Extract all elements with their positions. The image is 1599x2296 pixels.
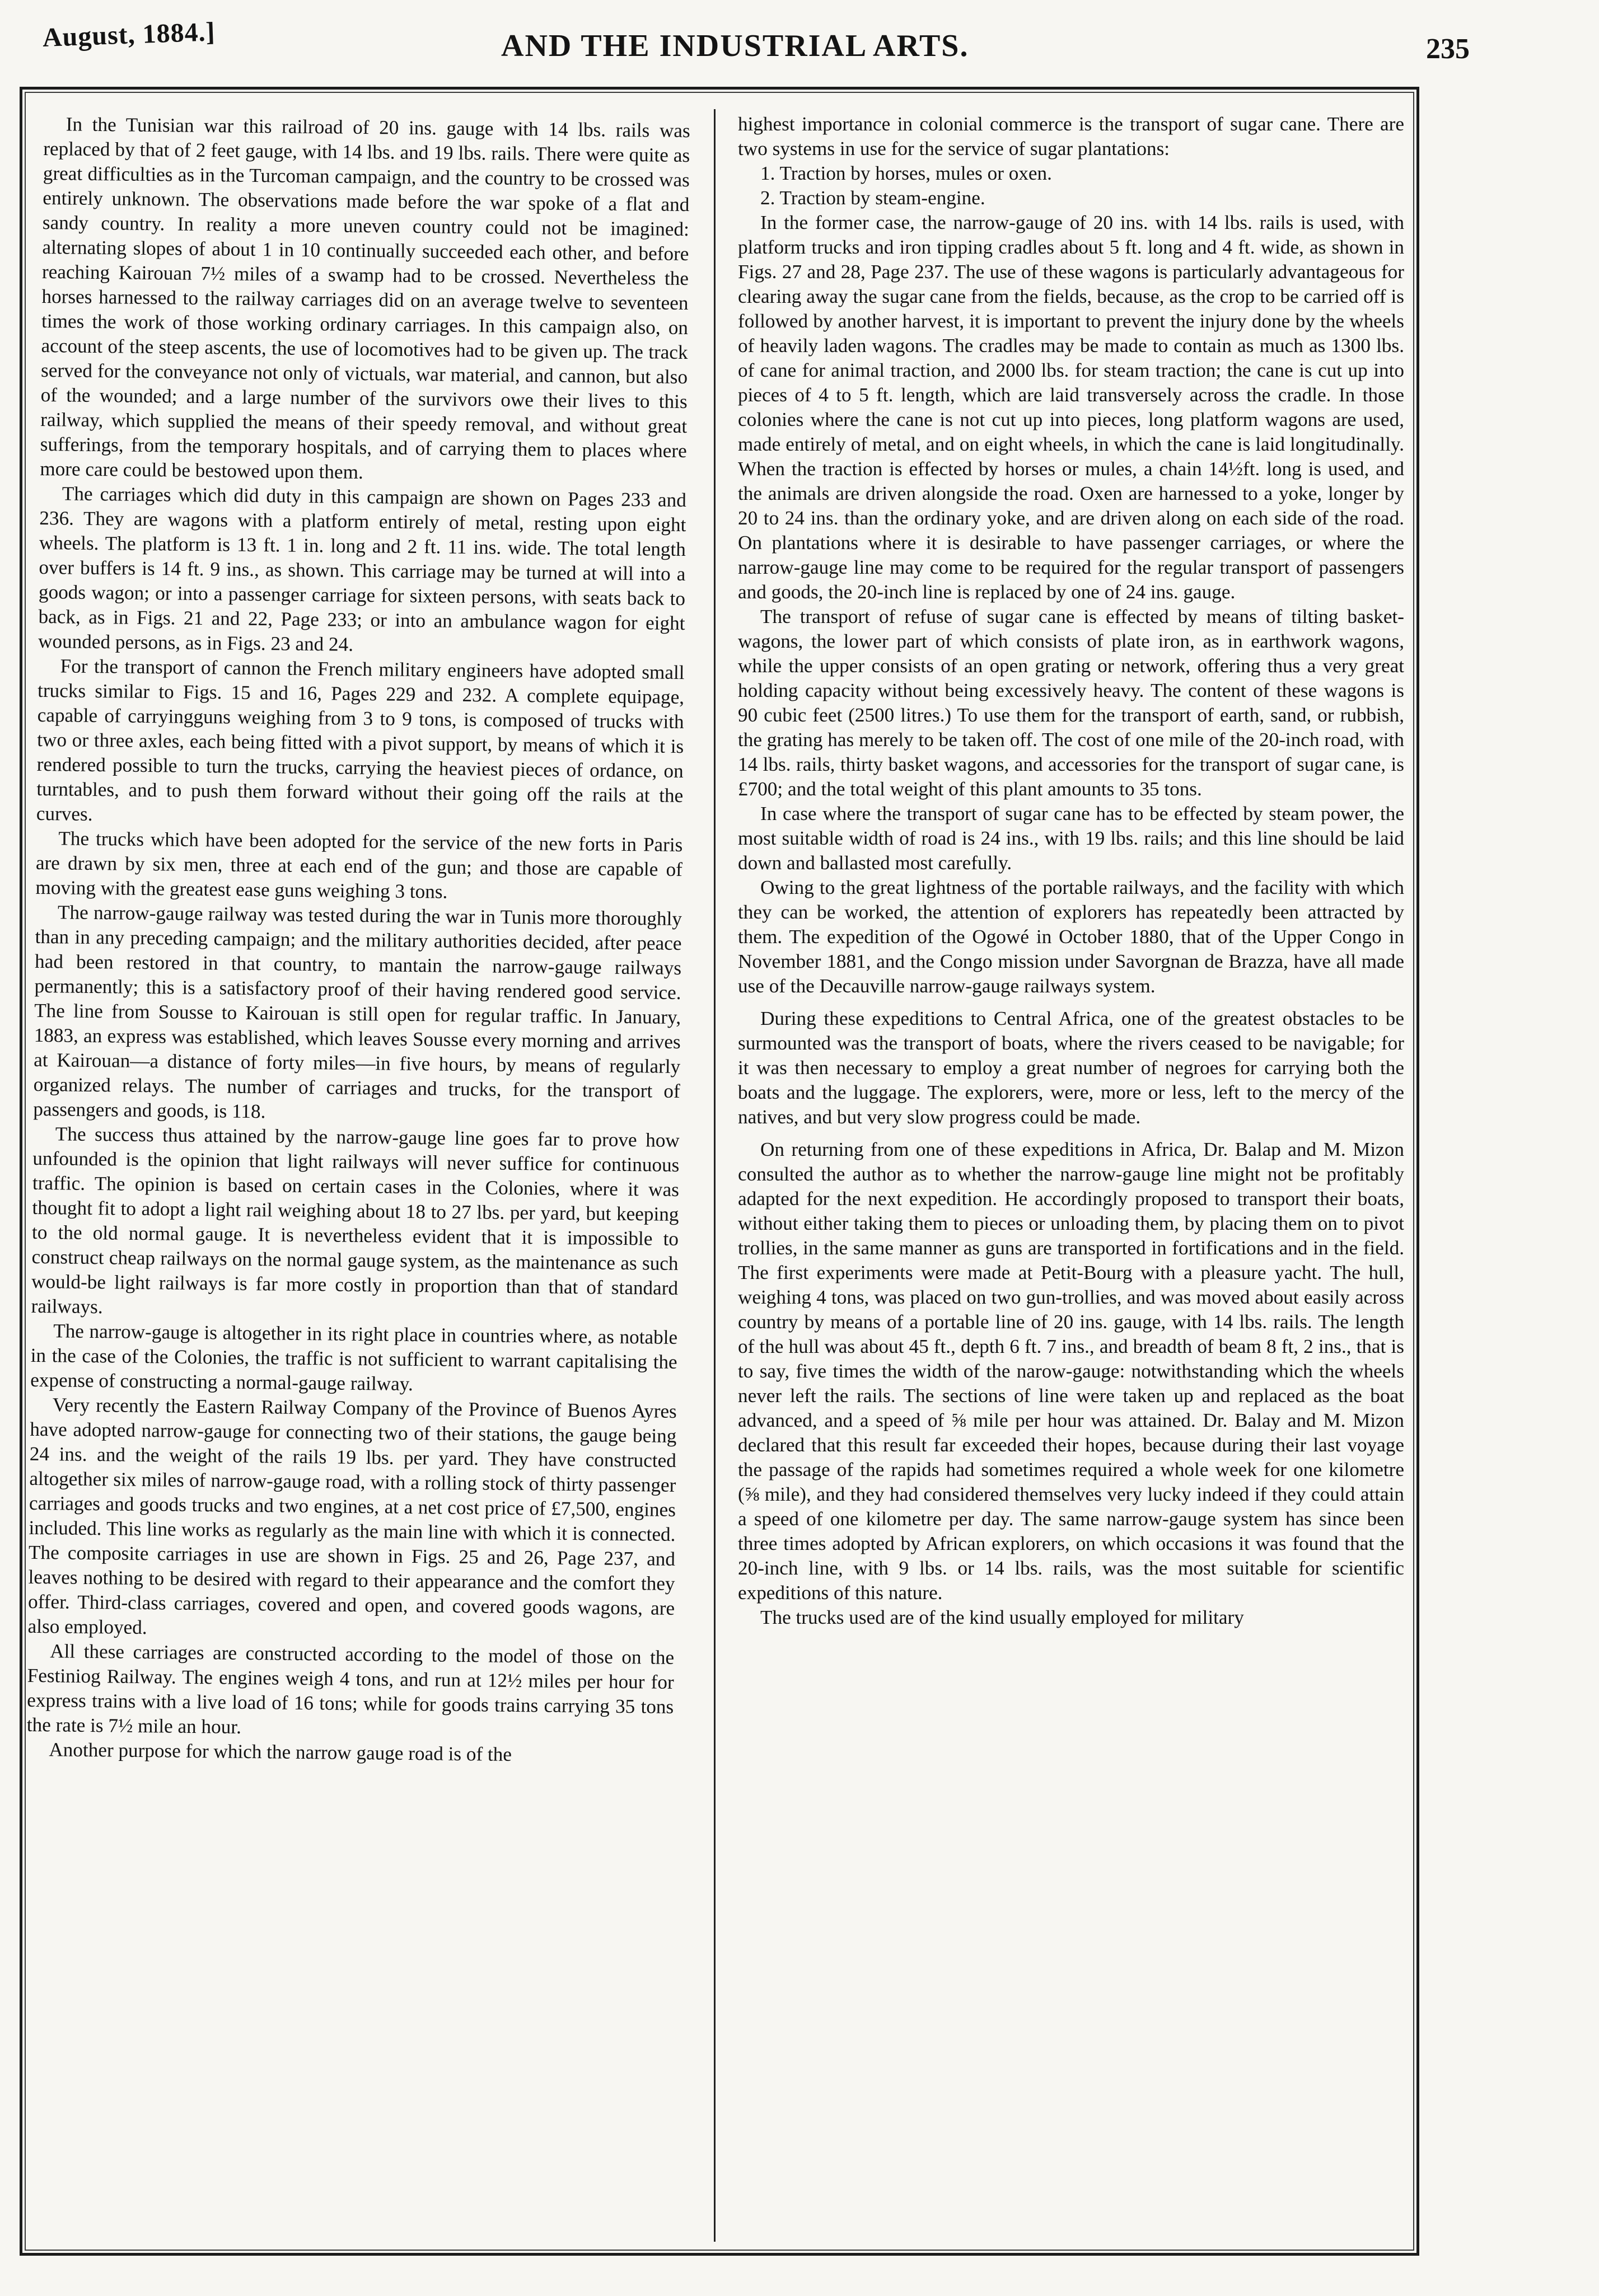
paragraph: Another purpose for which the narrow gauge road is of the — [49, 1739, 512, 1765]
list-item: 2. Traction by steam-engine. — [760, 187, 985, 209]
paragraph: The trucks which have been adopted for the service of the new forts in Paris are drawn by six men, three at each end of the gun; and those are capable of moving with the greatest ease guns weighing 3 tons. — [35, 827, 683, 903]
column-divider — [714, 109, 716, 2242]
paragraph: The narrow-gauge railway was tested during the war in Tunis more thoroughly than in any preceding campaign; and the military authorities decided, after peace had been restored in that country, to mantain the narrow-gauge railways permanently; this is a satisfactory proof of their having rendered good service. The line from Sousse to Kairouan is still open for regular traffic. In January, 1883, an express was established, which leaves Sousse every morning and arrives at Kairouan—a distance of forty miles—in five hours, by means of regularly organized relays. The number of carriages and trucks, for the transport of passengers and goods, is 118. — [33, 901, 682, 1123]
left-column — [26, 112, 690, 1769]
paragraph: On returning from one of these expeditions in Africa, Dr. Balap and M. Mizon consulted the author as to whether the narrow-gauge line might not be profitably adapted for the next expedition. He accordingly proposed to transport their boats, without either taking them to pieces or unloading them, by placing them on to pivot trollies, in the same manner as guns are transported in fortifications and in the field. The first experiments were made at Petit-Bourg with a pleasure yacht. The hull, weighing 4 tons, was placed on two gun-trollies, and was moved about easily across country by means of a portable line of 20 ins. gauge, with 14 lbs. rails. The length of the hull was about 45 ft., depth 6 ft. 7 ins., and breadth of beam 8 ft, 2 ins., that is to say, five times the width of the narow-gauge: notwithstanding which the wheels never left the rails. The sections of line were taken up and replaced as the boat advanced, and a speed of ⅝ mile per hour was attained. Dr. Balay and M. Mizon declared that this result far exceeded their hopes, because during their last voyage the passage of the rapids had sometimes required a whole week for one kilometre (⅝ mile), and they had considered themselves very lucky indeed if they could attain a speed of one kilometre per day. The same narrow-gauge system has since been three times adopted by African explorers, on which occasions it was found that the 20-inch line, with 9 lbs. or 14 lbs. rails, was the most suitable for scientific expeditions of this nature. — [738, 1138, 1404, 1604]
paragraph: For the transport of cannon the French military engineers have adopted small trucks similar to Figs. 15 and 16, Pages 229 and 232. A complete equipage, capable of carryingguns weighing from 3 to 9 tons, is composed of trucks with two or three axles, each being fitted with a pivot support, by means of which it is rendered possible to turn the trucks, carrying the heaviest pieces of ordance, on turntables, and to push them forward without their going off the rails at the curves. — [36, 655, 685, 825]
right-column — [738, 112, 1404, 1630]
running-title: AND THE INDUSTRIAL ARTS. — [501, 29, 969, 63]
paragraph: The success thus attained by the narrow-gauge line goes far to prove how unfounded is the opinion that light railways will never suffice for continuous traffic. The opinion is based on certain cases in the Colonies, where it was thought fit to adopt a light rail weighing about 18 to 27 lbs. per yard, but keeping to the old normal gauge. It is nevertheless evident that it is impossible to construct cheap railways on the normal gauge system, as the maintenance as such would-be light railways is far more costly in proportion than that of standard railways. — [31, 1123, 680, 1318]
paragraph-gap — [738, 999, 1404, 1006]
paragraph-gap — [738, 1130, 1404, 1137]
paragraph: The carriages which did duty in this campaign are shown on Pages 233 and 236. They are wagons with a platform entirely of metal, resting upon eight wheels. The platform is 13 ft. 1 in. long and 2 ft. 11 ins. wide. The total length over buffers is 14 ft. 9 ins., as shown. This carriage may be turned at will into a goods wagon; or into a passenger carriage for sixteen persons, with seats back to back, as in Figs. 21 and 22, Page 233; or into an ambulance wagon for eight wounded persons, as in Figs. 23 and 24. — [38, 482, 687, 655]
paragraph: The transport of refuse of sugar cane is effected by means of tilting basket-wagons, the lower part of which consists of plate iron, as in earthwork wagons, while the upper consists of an open grating or network, offering thus a very great holding capacity without being excessively heavy. The content of these wagons is 90 cubic feet (2500 litres.) To use them for the transport of earth, sand, or rubbish, the grating has merely to be taken off. The cost of one mile of the 20-inch road, with 14 lbs. rails, thirty basket wagons, and accessories for the transport of sugar cane, is £700; and the total weight of this plant amounts to 35 tons. — [738, 606, 1404, 800]
paragraph: Very recently the Eastern Railway Company of the Province of Buenos Ayres have adopted narrow-gauge for connecting two of their stations, the gauge being 24 ins. and the weight of the rails 19 lbs. per yard. They have constructed altogether six miles of narrow-gauge road, with a rolling stock of thirty passenger carriages and goods trucks and two engines, at a net cost price of £7,500, engines included. This line works as regularly as the main line with which it is connected. The composite carriages in use are shown in Figs. 25 and 26, Page 237, and leaves nothing to be desired with regard to their appearance and the comfort they offer. Third-class carriages, covered and open, and covered goods wagons, are also employed. — [27, 1394, 677, 1639]
page-header — [42, 17, 1475, 73]
paragraph: In the former case, the narrow-gauge of 20 ins. with 14 lbs. rails is used, with platform trucks and iron tipping cradles about 5 ft. long and 4 ft. wide, as shown in Figs. 27 and 28, Page 237. The use of these wagons is particularly advantageous for clearing away the sugar cane from the fields, because, as the crop to be carried off is followed by another harvest, it is important to prevent the injury done by the wheels of heavily laden wagons. The cradles may be made to contain as much as 1300 lbs. of cane for animal traction, and 2000 lbs. for steam traction; the cane is cut up into pieces of 4 to 5 ft. length, which are laid transversely across the cradle. In those colonies where the cane is not cut up into pieces, long platform wagons are used, made entirely of metal, and on eight wheels, in which the cane is laid longitudinally. When the traction is effected by horses or mules, a chain 14½ft. long is used, and the animals are driven alongside the road. Oxen are harnessed to a yoke, longer by 20 to 24 ins. than the ordinary yoke, and are driven along on each side of the road. On plantations where it is desirable to have passenger carriages, or where the narrow-gauge line may come to be required for the regular transport of passengers and goods, the 20-inch line is replaced by one of 24 ins. gauge. — [738, 212, 1404, 603]
paragraph: During these expeditions to Central Africa, one of the greatest obstacles to be surmounted was the transport of boats, where the rivers ceased to be navigable; for it was then necessary to employ a great number of negroes for carrying both the boats and the luggage. The explorers, were, more or less, left to the mercy of the natives, and but very slow progress could be made. — [738, 1008, 1404, 1128]
list-item: 1. Traction by horses, mules or oxen. — [760, 162, 1052, 184]
paragraph: In the Tunisian war this railroad of 20 ins. gauge with 14 lbs. rails was replaced by that of 2 feet gauge, with 14 lbs. and 19 lbs. rails. There were quite as great difficulties as in the Turcoman campaign, and the country to be crossed was entirely unknown. The observations made before the war spoke of a flat and sandy country. In reality a more uneven country could not be imagined: alternating slopes of about 1 in 10 continually succeeded each other, and before reaching Kairouan 7½ miles of a swamp had to be crossed. Nevertheless the horses harnessed to the railway carriages did on an average twelve to seventeen times the work of those working ordinary carriages. In this campaign also, on account of the steep ascents, the use of locomotives had to be given up. The track served for the conveyance not only of victuals, war material, and cannon, but also of the wounded; and a large number of the survivors owe their lives to this railway, which supplied the means of their speedy removal, and without great sufferings, from the temporary hospitals, and of carrying them to places where more care could be bestowed upon them. — [40, 113, 690, 484]
paragraph: highest importance in colonial commerce is the transport of sugar cane. There are two systems in use for the service of sugar plantations: — [738, 113, 1404, 160]
paragraph: The narrow-gauge is altogether in its right place in countries where, as notable in the case of the Colonies, the traffic is not sufficient to warrant capitalising the expense of constructing a normal-gauge railway. — [30, 1320, 678, 1395]
issue-date: August, 1884.] — [42, 17, 216, 53]
paragraph: All these carriages are constructed according to the model of those on the Festiniog Railway. The engines weigh 4 tons, and run at 12½ miles per hour for express trains with a live load of 16 tons; while for goods trains carrying 35 tons the rate is 7½ mile an hour. — [26, 1640, 675, 1738]
paragraph: Owing to the great lightness of the portable railways, and the facility with which they can be worked, the attention of explorers has repeatedly been attracted by them. The expedition of the Ogowé in October 1880, that of the Upper Congo in November 1881, and the Congo mission under Savorgnan de Brazza, have all made use of the Decauville narrow-gauge railways system. — [738, 877, 1404, 997]
page-number: 235 — [1426, 33, 1470, 65]
paragraph: In case where the transport of sugar cane has to be effected by steam power, the most suitable width of road is 24 ins., with 19 lbs. rails; and this line should be laid down and ballasted most carefully. — [738, 803, 1404, 874]
paragraph: The trucks used are of the kind usually employed for military — [760, 1606, 1244, 1628]
